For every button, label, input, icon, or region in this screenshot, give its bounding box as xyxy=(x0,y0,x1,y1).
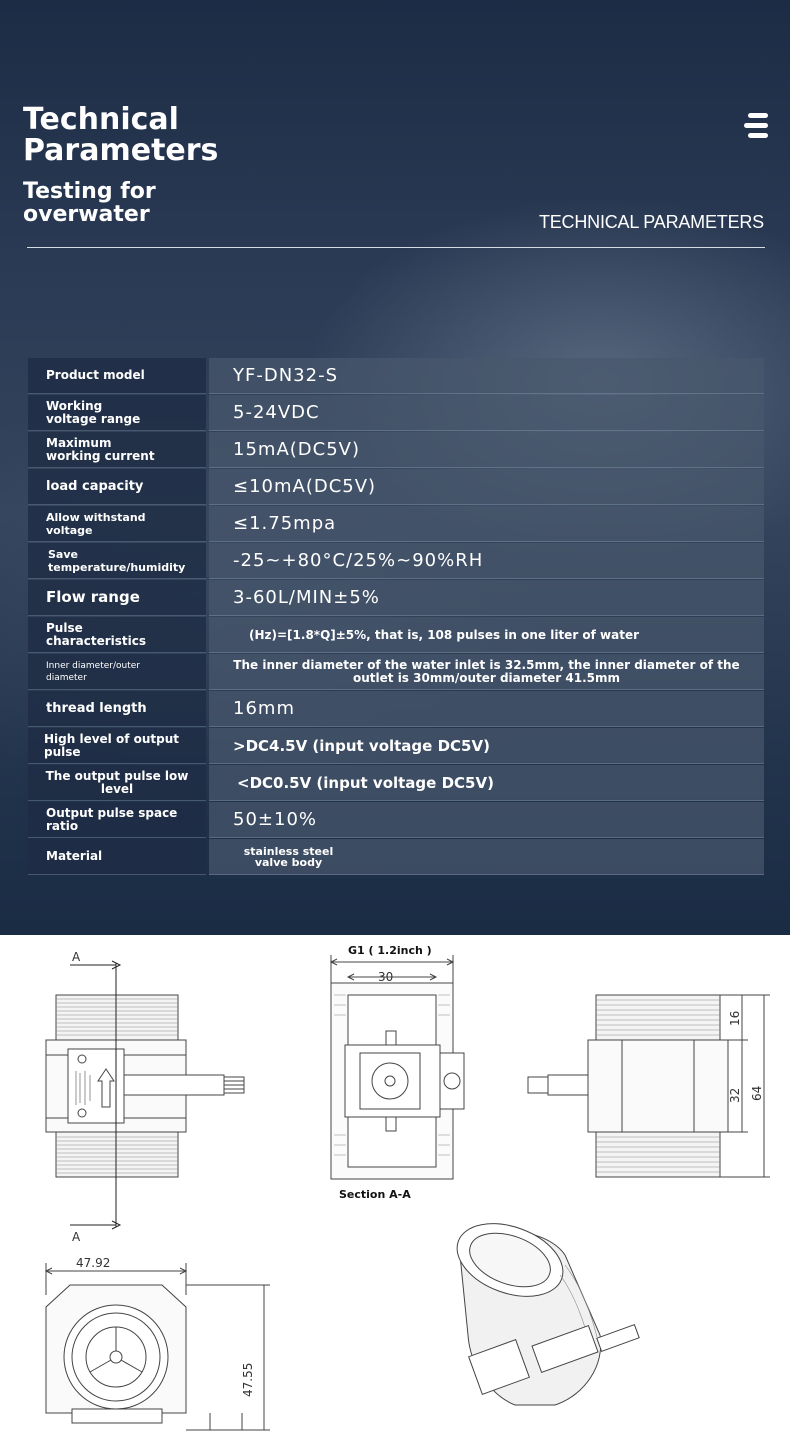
dim-hex: 32 xyxy=(728,1087,742,1103)
table-row xyxy=(28,728,764,765)
front-view xyxy=(46,961,244,1229)
drawing-canvas xyxy=(0,935,790,1442)
menu-lines-icon xyxy=(744,113,770,139)
table-row xyxy=(28,395,764,432)
dim-total: 64 xyxy=(750,1085,764,1101)
table-row xyxy=(28,469,764,506)
spec-value: ≤10mA(DC5V) xyxy=(209,469,764,505)
spec-value: 3-60L/MIN±5% xyxy=(209,580,764,616)
table-row xyxy=(28,358,764,395)
dim-thread: 16 xyxy=(728,1010,742,1026)
section-caption: Section A-A xyxy=(339,1188,411,1201)
end-view xyxy=(46,1263,270,1430)
spec-label: Allow withstand voltage xyxy=(28,506,206,542)
table-row xyxy=(28,802,764,839)
spec-label: Product model xyxy=(28,358,206,394)
technical-drawings xyxy=(0,935,790,1442)
spec-value: 16mm xyxy=(209,691,764,727)
table-row xyxy=(28,617,764,654)
spec-label: Material xyxy=(28,839,206,875)
table-row xyxy=(28,839,764,876)
spec-label: load capacity xyxy=(28,469,206,505)
title-line-1: Technical xyxy=(23,102,179,137)
title-line-2: Parameters xyxy=(23,133,219,168)
section-view xyxy=(331,955,464,1179)
spec-label: Inner diameter/outer diameter xyxy=(28,654,206,690)
spec-label: Flow range xyxy=(28,580,206,616)
table-row xyxy=(28,580,764,617)
spec-value: 15mA(DC5V) xyxy=(209,432,764,468)
perspective-view xyxy=(447,1210,639,1405)
table-row xyxy=(28,654,764,691)
page-title xyxy=(23,104,283,166)
spec-value: >DC4.5V (input voltage DC5V) xyxy=(209,728,764,764)
spec-label: Output pulse space ratio xyxy=(28,802,206,838)
spec-label: Save temperature/humidity xyxy=(28,543,206,579)
subtitle-line-2: overwater xyxy=(23,202,150,227)
spec-label: thread length xyxy=(28,691,206,727)
table-row xyxy=(28,691,764,728)
spec-value: YF-DN32-S xyxy=(209,358,764,394)
page-subtitle xyxy=(23,180,243,226)
table-row xyxy=(28,432,764,469)
dim-inner: 30 xyxy=(378,970,394,984)
spec-value: (Hz)=[1.8*Q]±5%, that is, 108 pulses in one liter of water xyxy=(209,617,764,653)
spec-table xyxy=(28,358,764,876)
spec-value: 50±10% xyxy=(209,802,764,838)
spec-value: <DC0.5V (input voltage DC5V) xyxy=(209,765,764,801)
section-marker-top: A xyxy=(72,950,81,964)
spec-value: stainless steel valve body xyxy=(209,839,764,875)
spec-value: ≤1.75mpa xyxy=(209,506,764,542)
spec-label: Pulse characteristics xyxy=(28,617,206,653)
header-divider xyxy=(27,247,765,248)
spec-label: High level of output pulse xyxy=(28,728,206,764)
section-marker-bottom: A xyxy=(72,1230,81,1244)
spec-value: 5-24VDC xyxy=(209,395,764,431)
subtitle-line-1: Testing for xyxy=(23,179,156,204)
spec-value: The inner diameter of the water inlet is 32.5mm, the inner diameter of the outlet is 30mm/outer diameter 41.5mm xyxy=(209,654,764,690)
table-row xyxy=(28,543,764,580)
table-row xyxy=(28,765,764,802)
spec-label: Maximum working current xyxy=(28,432,206,468)
spec-value: -25~+80°C/25%~90%RH xyxy=(209,543,764,579)
thread-label: G1 ( 1.2inch ) xyxy=(348,944,432,957)
section-label: TECHNICAL PARAMETERS xyxy=(538,212,764,232)
table-row xyxy=(28,506,764,543)
spec-label: Working voltage range xyxy=(28,395,206,431)
dim-width: 47.92 xyxy=(76,1256,111,1270)
spec-label: The output pulse low level xyxy=(28,765,206,801)
dim-height: 47.55 xyxy=(241,1362,255,1397)
